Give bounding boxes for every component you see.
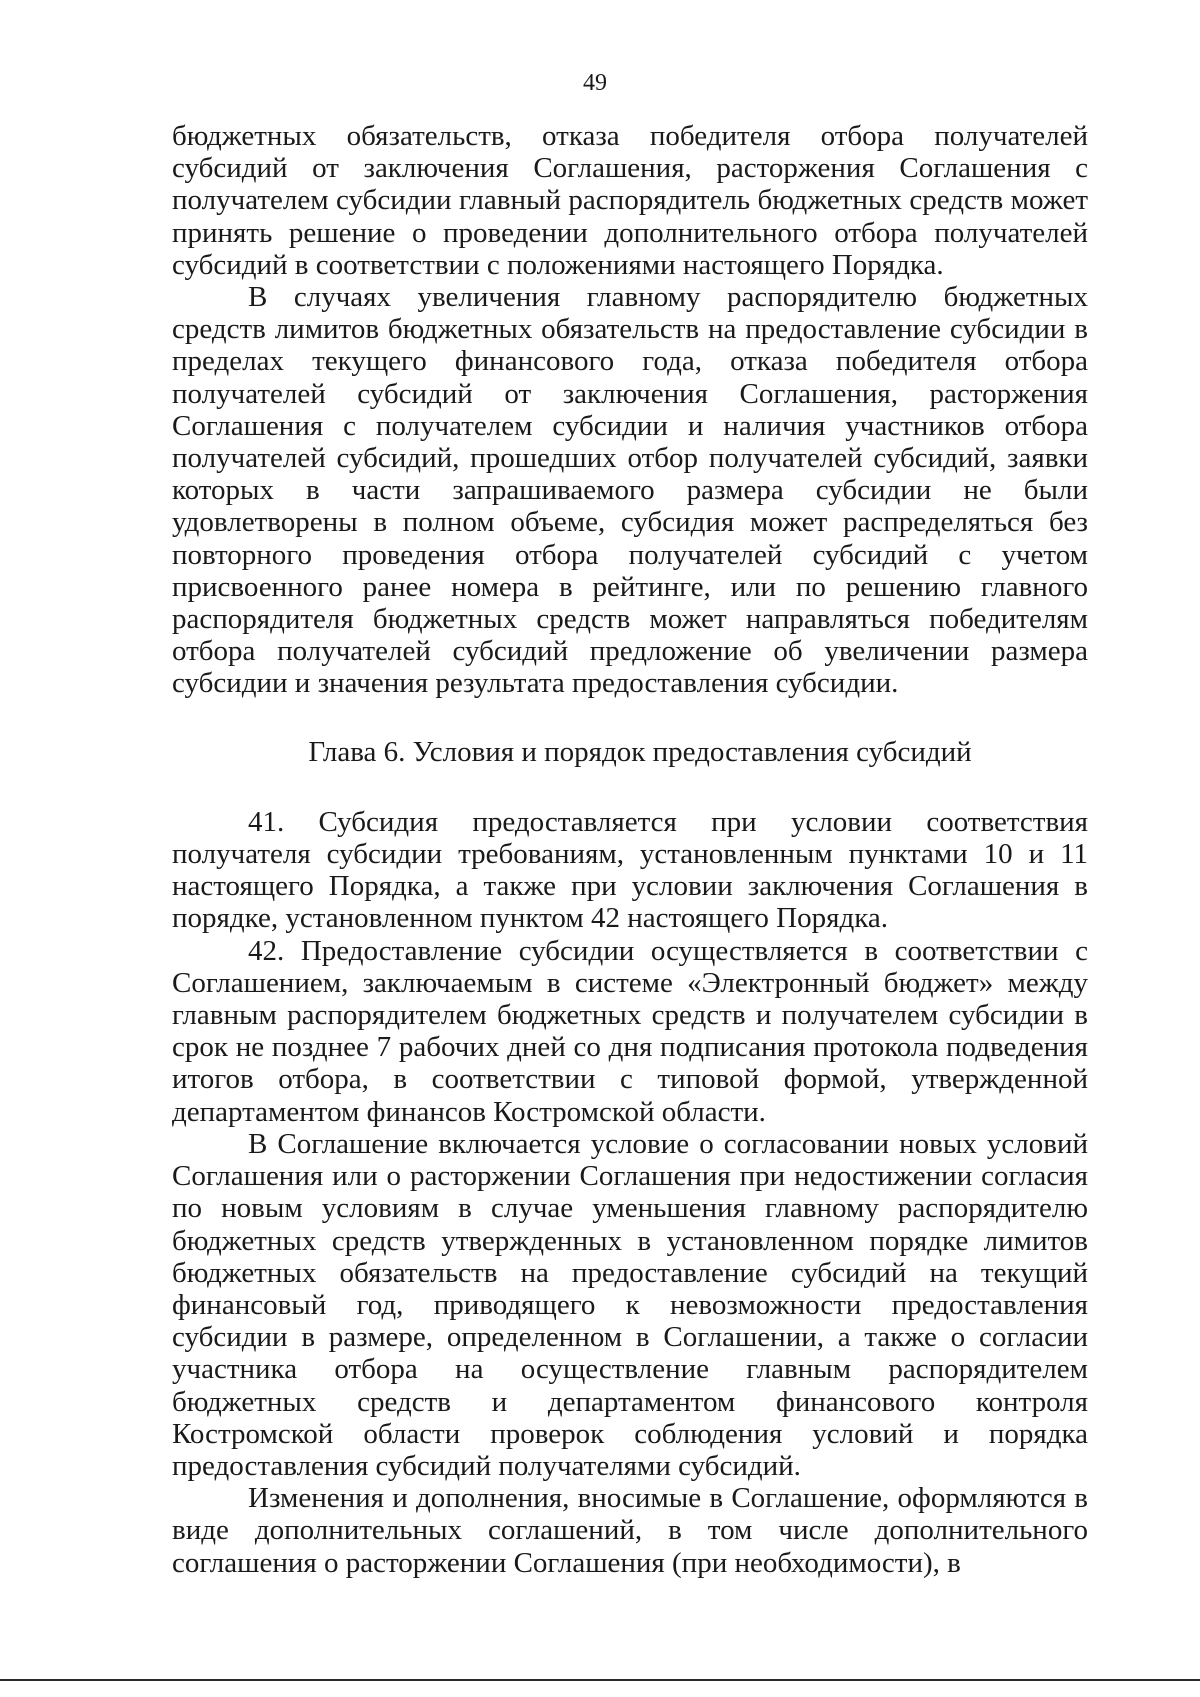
- paragraph-amendments: Изменения и дополнения, вносимые в Соглашение, оформляются в виде дополнительных соглашений, в том числе дополнительного соглашения о расторжении Соглашения (при необходимости), в: [172, 1482, 1088, 1579]
- paragraph-continuation: бюджетных обязательств, отказа победителя отбора получателей субсидий от заключения Соглашения, расторжения Соглашения с получателем субсидии главный распорядитель бюджетных средств может принять решение о проведении дополнительного отбора получателей субсидий в соответствии с положениями настоящего Порядка.: [172, 120, 1088, 281]
- document-body: [172, 120, 1088, 1579]
- scan-bottom-edge: [0, 1679, 1200, 1681]
- paragraph-item-41: 41. Субсидия предоставляется при условии соответствия получателя субсидии требованиям, установленным пунктами 10 и 11 настоящего Порядка, а также при условии заключения Соглашения в порядке, установленном пунктом 42 настоящего Порядка.: [172, 805, 1088, 935]
- paragraph-item-42: 42. Предоставление субсидии осуществляется в соответствии с Соглашением, заключаемым в системе «Электронный бюджет» между главным распорядителем бюджетных средств и получателем субсидии в срок не позднее 7 рабочих дней со дня подписания протокола подведения итогов отбора, в соответствии с типовой формой, утвержденной департаментом финансов Костромской области.: [172, 934, 1088, 1128]
- chapter-heading: Глава 6. Условия и порядок предоставления субсидий: [308, 735, 972, 768]
- page-number: 49: [583, 70, 607, 96]
- paragraph-agreement-conditions: В Соглашение включается условие о согласовании новых условий Соглашения или о расторжении Соглашения при недостижении согласия по новым условиям в случае уменьшения главному распорядителю бюджетных средств утвержденных в установленном порядке лимитов бюджетных обязательств на предоставление субсидий на текущий финансовый год, приводящего к невозможности предоставления субсидии в размере, определенном в Соглашении, а также о согласии участника отбора на осуществление главным распорядителем бюджетных средств и департаментом финансового контроля Костромской области проверок соблюдения условий и порядка предоставления субсидий получателями субсидий.: [172, 1127, 1088, 1482]
- paragraph-additional-distribution: В случаях увеличения главному распорядителю бюджетных средств лимитов бюджетных обязательств на предоставление субсидии в пределах текущего финансового года, отказа победителя отбора получателей субсидий от заключения Соглашения, расторжения Соглашения с получателем субсидии и наличия участников отбора получателей субсидий, прошедших отбор получателей субсидий, заявки которых в части запрашиваемого размера субсидии не были удовлетворены в полном объеме, субсидия может распределяться без повторного проведения отбора получателей субсидий с учетом присвоенного ранее номера в рейтинге, или по решению главного распорядителя бюджетных средств может направляться победителям отбора получателей субсидий предложение об увеличении размера субсидии и значения результата предоставления субсидии.: [172, 281, 1088, 700]
